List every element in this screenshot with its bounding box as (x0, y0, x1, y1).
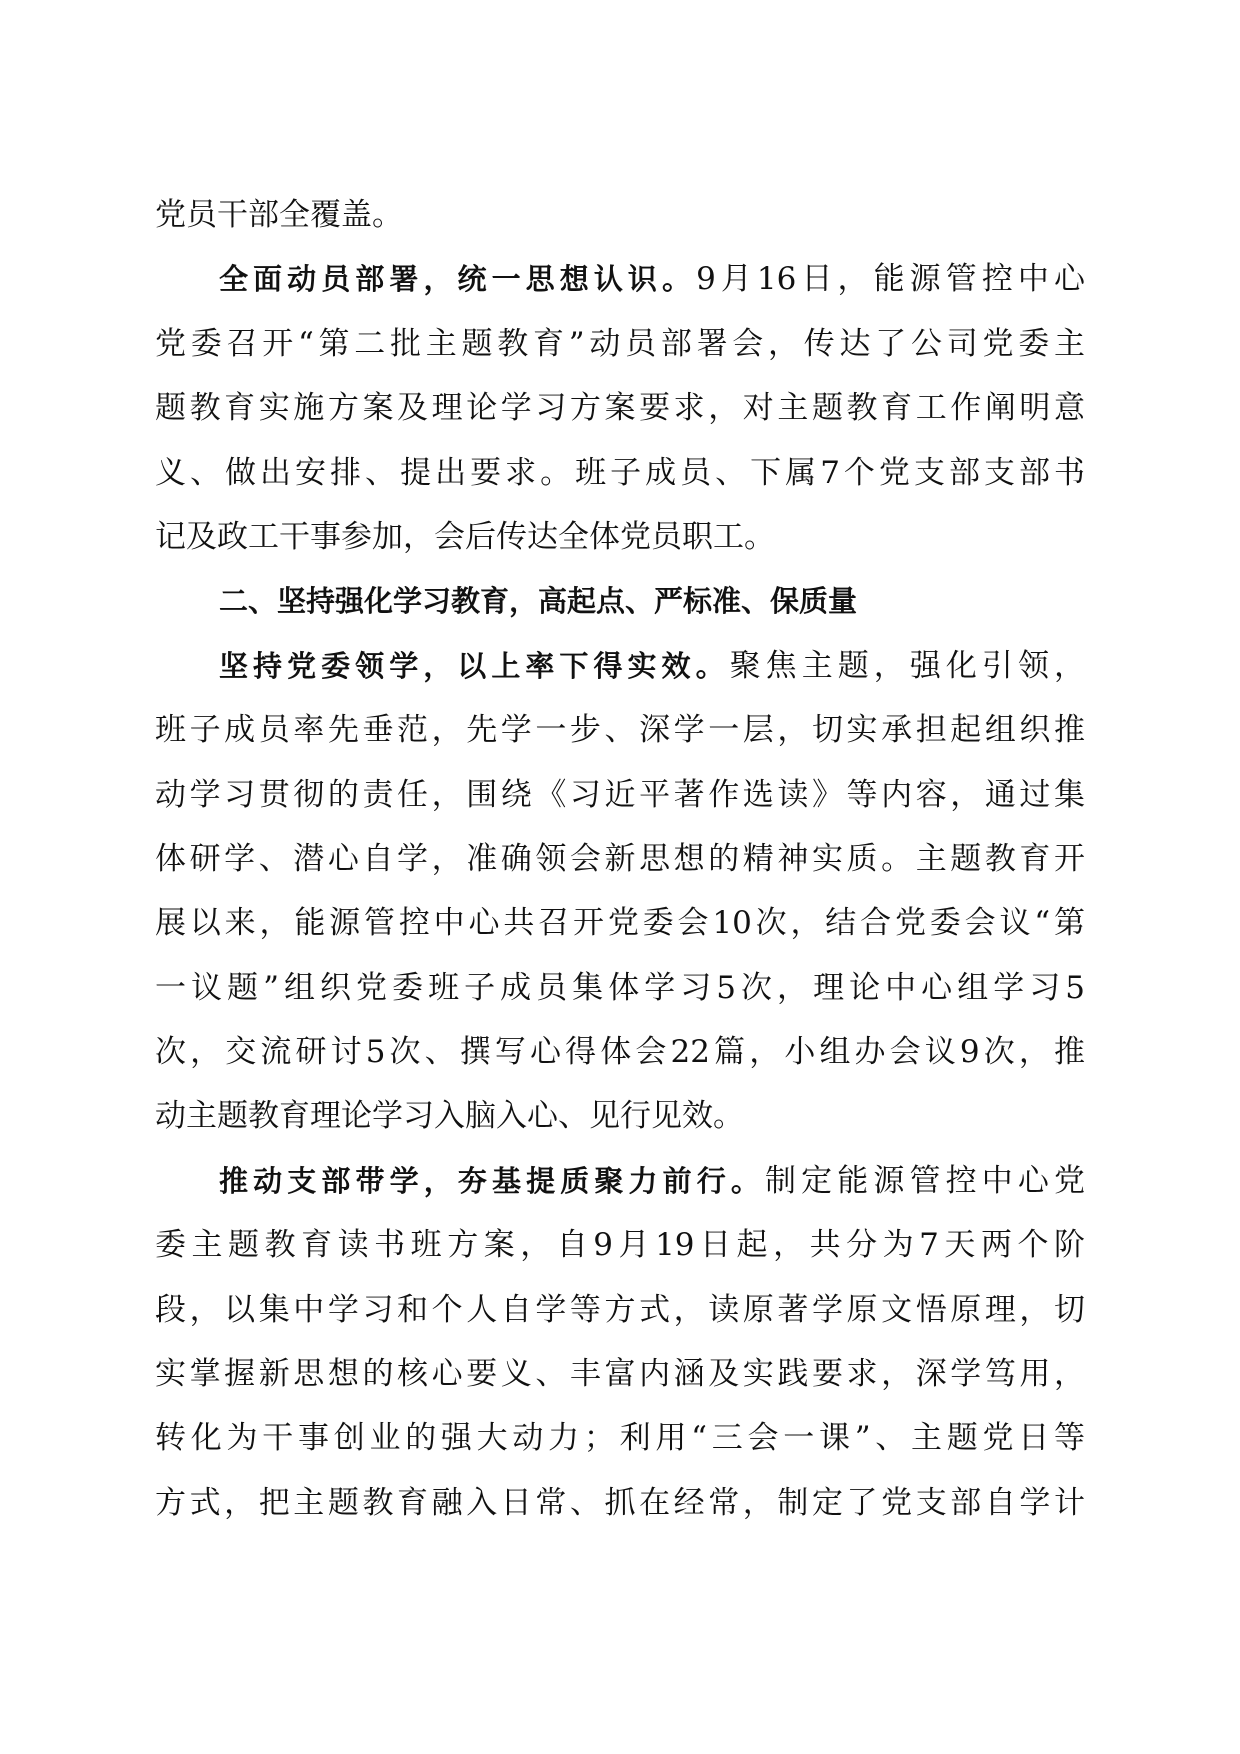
paragraph-line (155, 1406, 1085, 1470)
bold-lead-sentence: 全面动员部署，统一思想认识。 (219, 262, 697, 297)
section-heading (155, 569, 1085, 633)
paragraph-line (155, 1149, 1085, 1213)
document-body (155, 183, 1085, 1535)
bold-lead-sentence: 坚持党委领学，以上率下得实效。 (219, 648, 730, 683)
body-text: 一议题”组织党委班子成员集体学习5次，理论中心组学习5 (155, 969, 1085, 1006)
paragraph-line (155, 1020, 1085, 1084)
paragraph-line (155, 763, 1085, 827)
paragraph-line (155, 1342, 1085, 1406)
paragraph-line (155, 891, 1085, 955)
body-text: 聚焦主题，强化引领， (729, 647, 1085, 684)
body-text: 党委召开“第二批主题教育”动员部署会，传达了公司党委主 (155, 325, 1085, 362)
paragraph-line (155, 247, 1085, 311)
paragraph-line (155, 1471, 1085, 1535)
body-text: 动学习贯彻的责任，围绕《习近平著作选读》等内容，通过集 (155, 776, 1085, 813)
body-text: 制定能源管控中心党 (765, 1162, 1085, 1199)
paragraph-line (155, 698, 1085, 762)
body-text: 班子成员率先垂范，先学一步、深学一层，切实承担起组织推 (155, 712, 1085, 749)
paragraph-line (155, 441, 1085, 505)
body-text: 题教育实施方案及理论学习方案要求，对主题教育工作阐明意 (155, 390, 1085, 427)
bold-lead-sentence: 推动支部带学，夯基提质聚力前行。 (219, 1163, 765, 1198)
body-text: 党员干部全覆盖。 (155, 197, 403, 233)
body-text: 体研学、潜心自学，准确领会新思想的精神实质。主题教育开 (155, 840, 1085, 877)
body-text: 记及政工干事参加，会后传达全体党员职工。 (155, 518, 775, 555)
paragraph-line (155, 1084, 1085, 1148)
paragraph-line (155, 1278, 1085, 1342)
paragraph-line (155, 1213, 1085, 1277)
body-text: 动主题教育理论学习入脑入心、见行见效。 (155, 1098, 744, 1135)
paragraph-line (155, 956, 1085, 1020)
body-text: 义、做出安排、提出要求。班子成员、下属7个党支部支部书 (155, 454, 1085, 491)
body-text: 段，以集中学习和个人自学等方式，读原著学原文悟原理，切 (155, 1291, 1085, 1328)
paragraph-line (155, 376, 1085, 440)
body-text: 次，交流研讨5次、撰写心得体会22篇，小组办会议9次，推 (155, 1034, 1085, 1071)
body-text: 委主题教育读书班方案，自9月19日起，共分为7天两个阶 (155, 1227, 1085, 1264)
paragraph-line (155, 183, 1085, 247)
paragraph-line (155, 634, 1085, 698)
body-text: 展以来，能源管控中心共召开党委会10次，结合党委会议“第 (155, 905, 1085, 942)
paragraph-line (155, 505, 1085, 569)
paragraph-line (155, 827, 1085, 891)
body-text: 方式，把主题教育融入日常、抓在经常，制定了党支部自学计 (155, 1484, 1085, 1521)
body-text: 9月16日，能源管控中心 (696, 261, 1085, 298)
section-heading-text: 二、坚持强化学习教育，高起点、严标准、保质量 (219, 584, 858, 619)
body-text: 转化为干事创业的强大动力；利用“三会一课”、主题党日等 (155, 1420, 1085, 1457)
paragraph-line (155, 312, 1085, 376)
body-text: 实掌握新思想的核心要义、丰富内涵及实践要求，深学笃用， (155, 1356, 1085, 1393)
